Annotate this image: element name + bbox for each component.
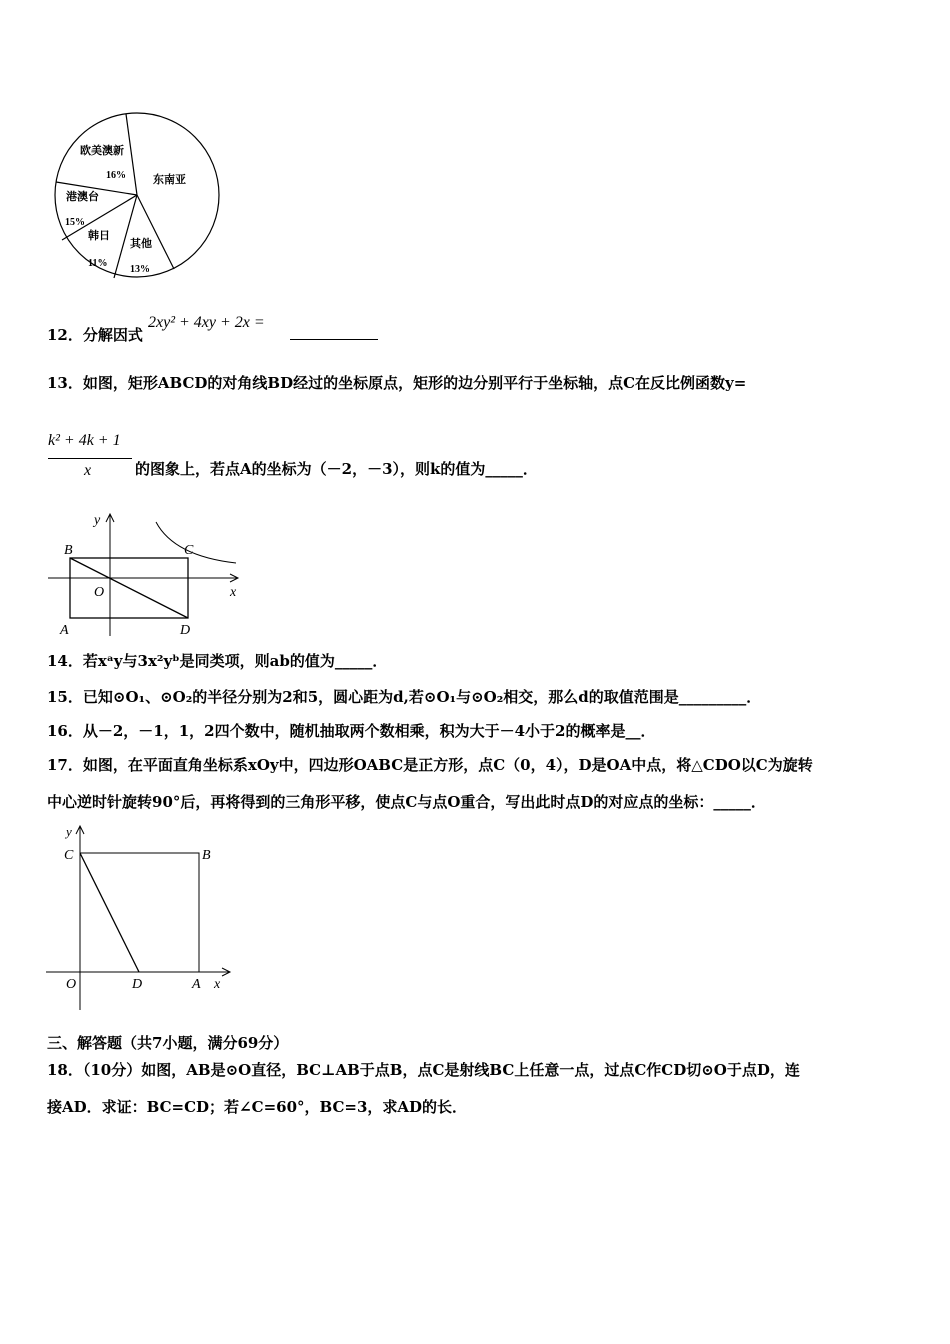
question-15: 15．已知⊙O₁、⊙O₂的半径分别为2和5，圆心距为d,若⊙O₁与⊙O₂相交，那么d的取值范围是_________． bbox=[47, 688, 762, 706]
hyperbola-curve bbox=[156, 522, 236, 563]
question-13-fraction-bar bbox=[48, 458, 132, 459]
question-12-text: 分解因式 bbox=[82, 326, 143, 344]
pie-label: 欧美澳新 bbox=[80, 145, 124, 157]
pie-label: 15% bbox=[65, 217, 85, 228]
question-12 bbox=[47, 324, 143, 345]
square-oabc bbox=[80, 853, 199, 972]
question-14: 14．若xᵃy与3x²yᵇ是同类项，则ab的值为_____． bbox=[47, 652, 388, 670]
diagonal-bd bbox=[70, 558, 188, 618]
question-12-expression: 2xy² + 4xy + 2x = bbox=[148, 314, 265, 331]
label-x: x bbox=[214, 977, 221, 992]
question-12-number: 12． bbox=[47, 326, 83, 344]
question-13-fraction-denominator: x bbox=[84, 462, 92, 479]
section-3-title: 三、解答题（共7小题，满分69分） bbox=[47, 1034, 289, 1052]
pie-label: 其他 bbox=[130, 238, 152, 250]
pie-label: 韩日 bbox=[88, 230, 110, 242]
question-17-figure bbox=[44, 822, 234, 1014]
question-18-line-2: 接AD．求证：BC=CD；若∠C=60°，BC=3，求AD的长． bbox=[47, 1098, 468, 1116]
question-17-line-2: 中心逆时针旋转90°后，再将得到的三角形平移，使点C与点O重合，写出此时点D的对应点的坐标：_____． bbox=[47, 793, 766, 811]
question-13-figure bbox=[44, 508, 244, 638]
label-b: B bbox=[202, 848, 211, 863]
question-13-line-1: 13．如图，矩形ABCD的对角线BD经过的坐标原点，矩形的边分别平行于坐标轴，点C在反比例函数y= bbox=[47, 374, 747, 392]
label-c: C bbox=[184, 543, 194, 558]
label-o: O bbox=[66, 977, 77, 992]
question-17-line-1: 17．如图，在平面直角坐标系xOy中，四边形OABC是正方形，点C（0，4），D是OA中点，将△CDO以C为旋转 bbox=[47, 756, 813, 774]
label-x: x bbox=[230, 585, 237, 600]
pie-label: 11% bbox=[88, 258, 108, 269]
label-d: D bbox=[180, 623, 191, 638]
pie-divider bbox=[137, 195, 174, 269]
label-a: A bbox=[192, 977, 201, 992]
label-y: y bbox=[94, 513, 101, 528]
label-b: B bbox=[64, 543, 73, 558]
label-o: O bbox=[94, 585, 105, 600]
question-18-line-1: 18．（10分）如图，AB是⊙O直径，BC⊥AB于点B，点C是射线BC上任意一点，过点C作CD切⊙O于点D，连 bbox=[47, 1061, 800, 1079]
pie-chart-figure bbox=[50, 112, 225, 282]
question-13-line-2: 的图象上，若点A的坐标为（－2，－3），则k的值为_____． bbox=[135, 460, 538, 478]
label-c: C bbox=[64, 848, 74, 863]
question-12-answer-blank bbox=[290, 339, 378, 340]
pie-label: 13% bbox=[130, 264, 150, 275]
pie-divider bbox=[126, 114, 137, 195]
pie-label: 16% bbox=[106, 170, 126, 181]
label-a: A bbox=[60, 623, 69, 638]
pie-label: 东南亚 bbox=[153, 174, 186, 186]
question-13-fraction-numerator: k² + 4k + 1 bbox=[48, 432, 121, 449]
pie-label: 港澳台 bbox=[66, 191, 99, 203]
label-d: D bbox=[132, 977, 143, 992]
segment-cd bbox=[80, 853, 139, 972]
label-y: y bbox=[66, 824, 72, 839]
question-16: 16．从－2，－1，1，2四个数中，随机抽取两个数相乘，积为大于－4小于2的概率是__． bbox=[47, 722, 656, 740]
